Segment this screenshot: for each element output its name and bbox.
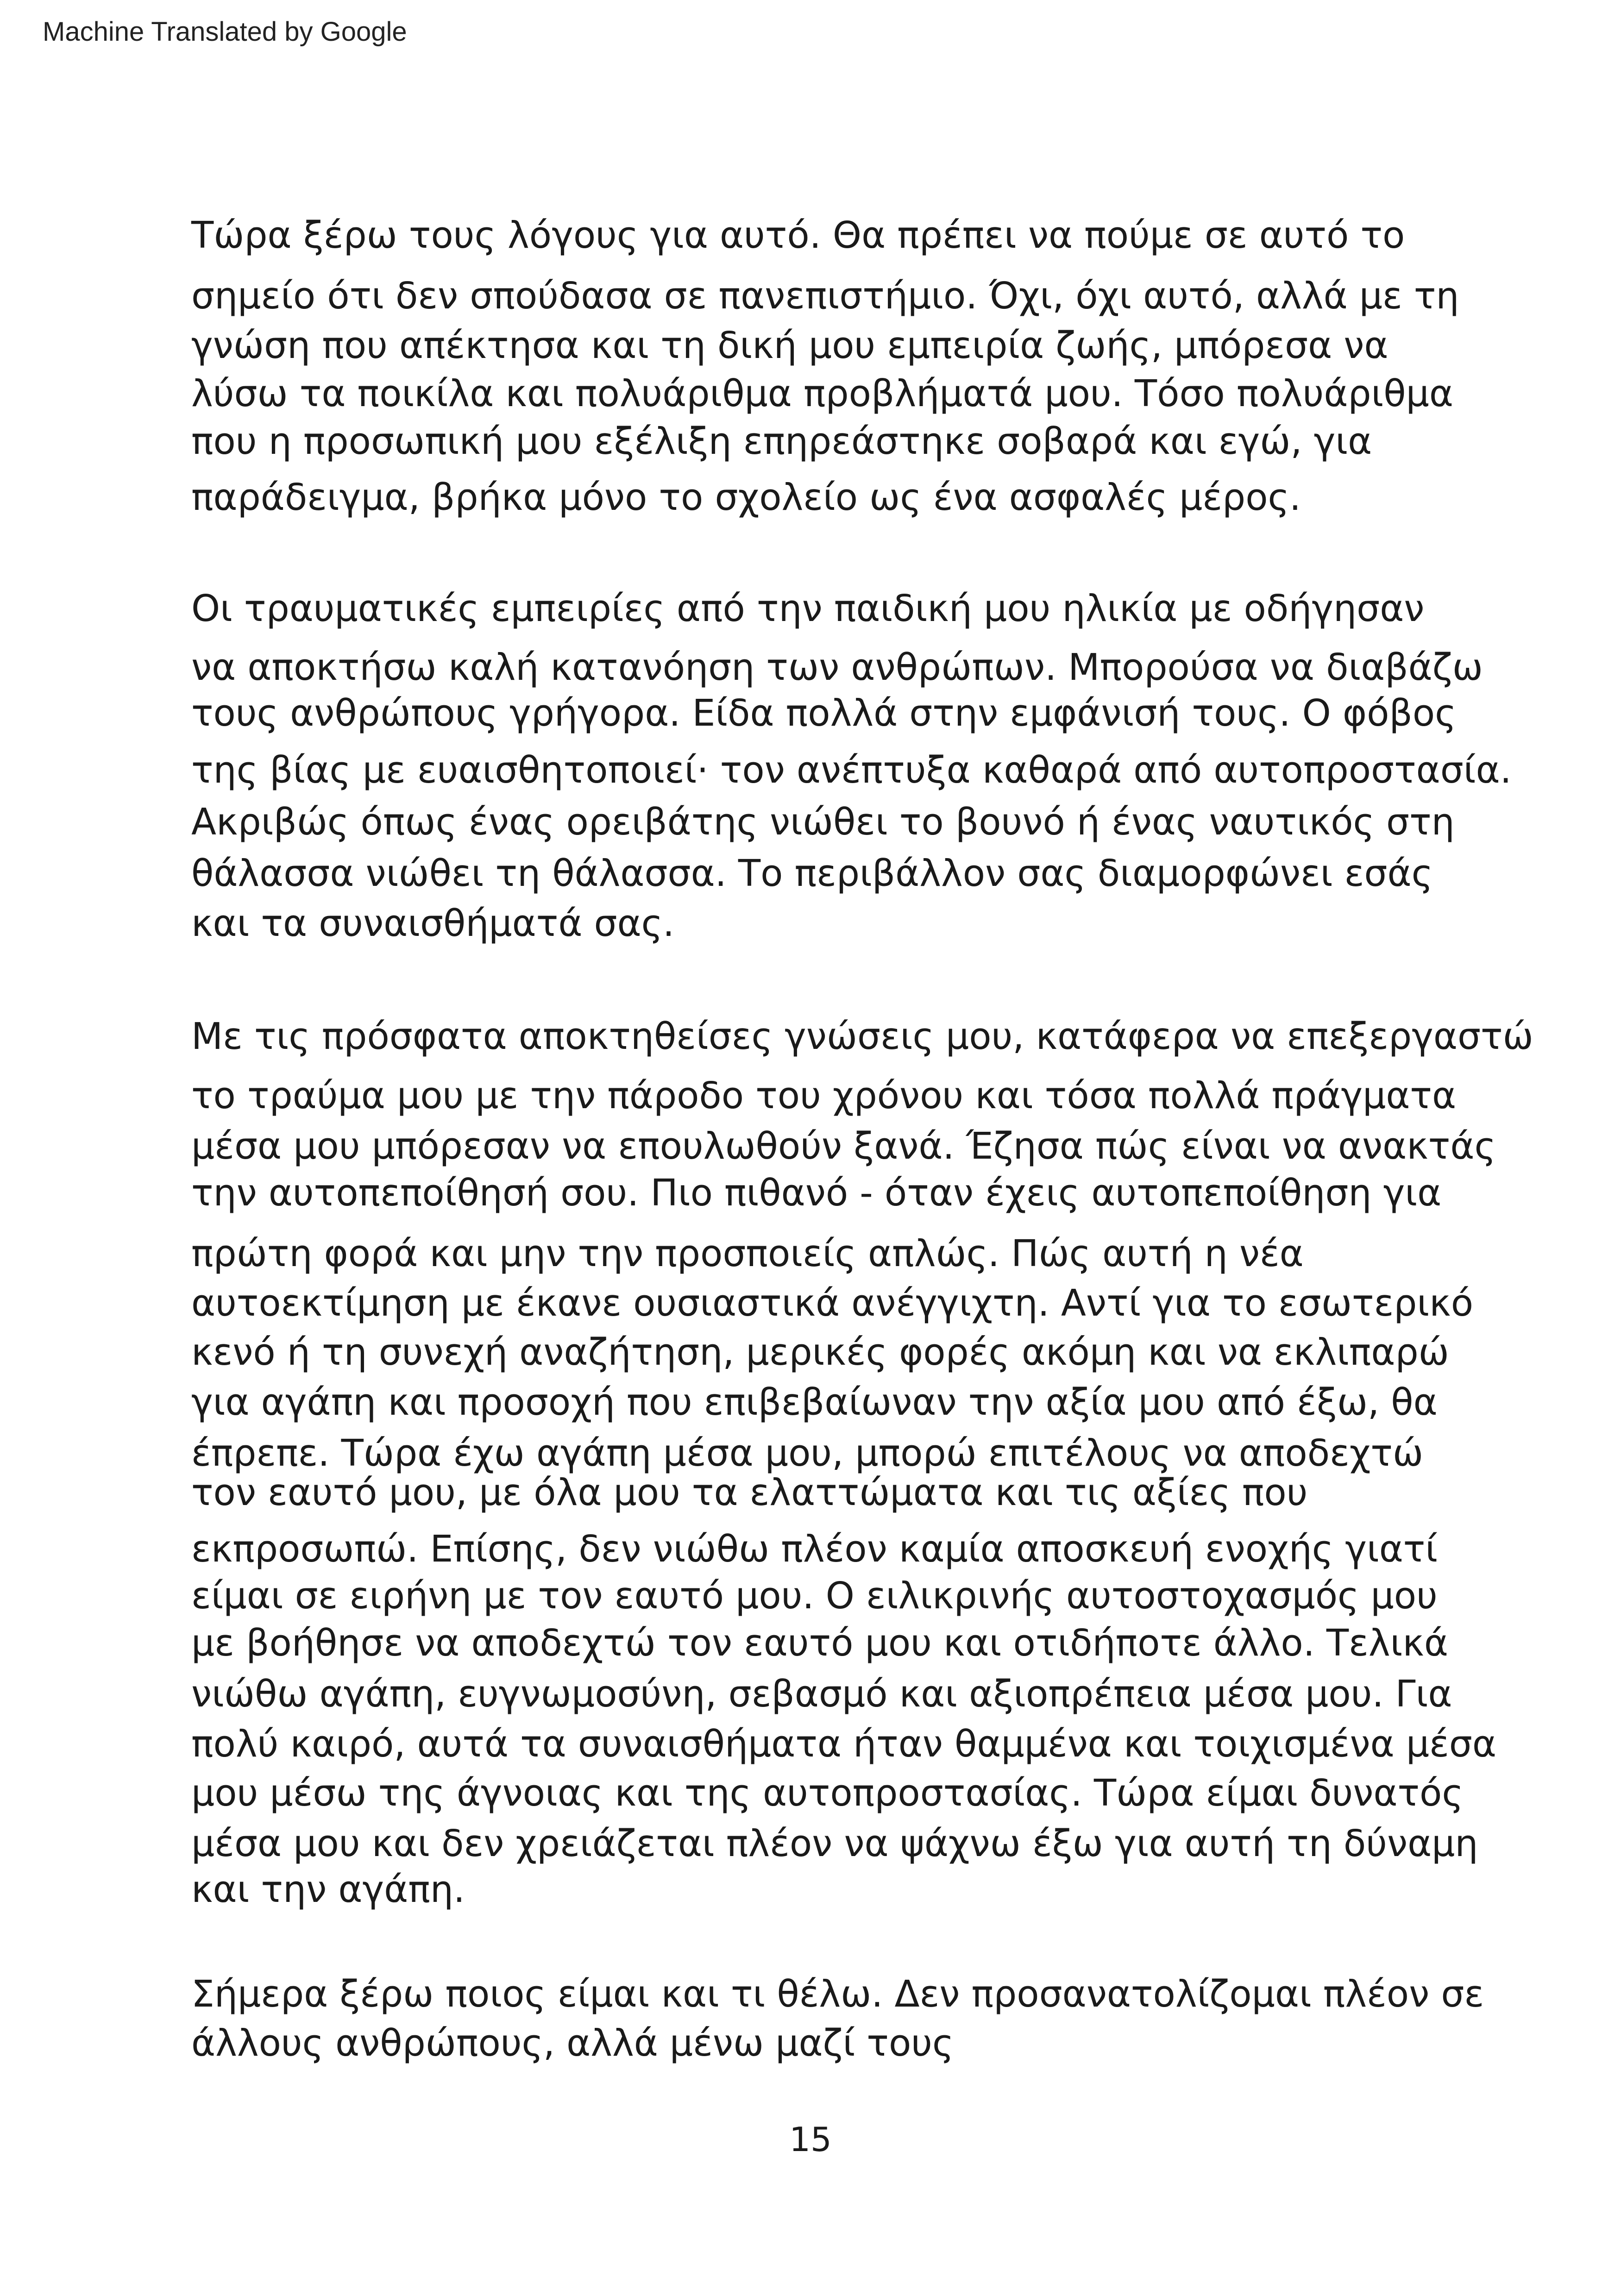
text-line: μέσα μου μπόρεσαν να επουλωθούν ξανά. Έζησα πώς είναι να ανακτάς [191, 1125, 1496, 1167]
text-line: παράδειγμα, βρήκα μόνο το σχολείο ως ένα ασφαλές μέρος. [191, 476, 1301, 519]
text-line: γνώση που απέκτησα και τη δική μου εμπειρία ζωής, μπόρεσα να [191, 324, 1389, 367]
text-line: για αγάπη και προσοχή που επιβεβαίωναν την αξία μου από έξω, θα [191, 1381, 1438, 1424]
text-line: το τραύμα μου με την πάροδο του χρόνου και τόσα πολλά πράγματα [191, 1074, 1457, 1117]
text-line: άλλους ανθρώπους, αλλά μένω μαζί τους [191, 2022, 954, 2064]
text-line: και τα συναισθήματά σας. [191, 902, 675, 945]
text-line: πρώτη φορά και μην την προσποιείς απλώς. Πώς αυτή η νέα [191, 1232, 1304, 1275]
text-line: Οι τραυματικές εμπειρίες από την παιδική μου ηλικία με οδήγησαν [191, 587, 1425, 630]
text-line: αυτοεκτίμηση με έκανε ουσιαστικά ανέγγιχτη. Αντί για το εσωτερικό [191, 1282, 1474, 1324]
text-line: θάλασσα νιώθει τη θάλασσα. Το περιβάλλον σας διαμορφώνει εσάς [191, 852, 1433, 895]
text-line: Τώρα ξέρω τους λόγους για αυτό. Θα πρέπει να πούμε σε αυτό το [191, 214, 1405, 257]
text-line: πολύ καιρό, αυτά τα συναισθήματα ήταν θαμμένα και τοιχισμένα μέσα [191, 1723, 1496, 1765]
text-line: έπρεπε. Τώρα έχω αγάπη μέσα μου, μπορώ επιτέλους να αποδεχτώ [191, 1432, 1424, 1474]
text-line: Ακριβώς όπως ένας ορειβάτης νιώθει το βουνό ή ένας ναυτικός στη [191, 801, 1455, 843]
text-line: είμαι σε ειρήνη με τον εαυτό μου. Ο ειλικρινής αυτοστοχασμός μου [191, 1575, 1438, 1617]
page-number: 15 [789, 2120, 832, 2159]
text-line: κενό ή τη συνεχή αναζήτηση, μερικές φορές ακόμη και να εκλιπαρώ [191, 1331, 1449, 1374]
text-line: εκπροσωπώ. Επίσης, δεν νιώθω πλέον καμία αποσκευή ενοχής γιατί [191, 1528, 1438, 1570]
text-line: με βοήθησε να αποδεχτώ τον εαυτό μου και οτιδήποτε άλλο. Τελικά [191, 1622, 1449, 1664]
text-line: μου μέσω της άγνοιας και της αυτοπροστασίας. Τώρα είμαι δυνατός [191, 1772, 1464, 1814]
text-line: της βίας με ευαισθητοποιεί· τον ανέπτυξα καθαρά από αυτοπροστασία. [191, 749, 1512, 791]
text-line: σημείο ότι δεν σπούδασα σε πανεπιστήμιο. Όχι, όχι αυτό, αλλά με τη [191, 275, 1459, 317]
text-line: και την αγάπη. [191, 1868, 465, 1911]
text-line: να αποκτήσω καλή κατανόηση των ανθρώπων. Μπορούσα να διαβάζω [191, 646, 1483, 689]
text-line: μέσα μου και δεν χρειάζεται πλέον να ψάχνω έξω για αυτή τη δύναμη [191, 1822, 1478, 1865]
machine-translation-note: Machine Translated by Google [43, 17, 407, 47]
text-line: που η προσωπική μου εξέλιξη επηρεάστηκε σοβαρά και εγώ, για [191, 420, 1372, 463]
text-line: λύσω τα ποικίλα και πολυάριθμα προβλήματά μου. Τόσο πολυάριθμα [191, 372, 1453, 415]
text-line: Με τις πρόσφατα αποκτηθείσες γνώσεις μου, κατάφερα να επεξεργαστώ [191, 1015, 1533, 1058]
text-line: τους ανθρώπους γρήγορα. Είδα πολλά στην εμφάνισή τους. Ο φόβος [191, 692, 1457, 734]
text-line: νιώθω αγάπη, ευγνωμοσύνη, σεβασμό και αξιοπρέπεια μέσα μου. Για [191, 1673, 1452, 1715]
text-line: τον εαυτό μου, με όλα μου τα ελαττώματα και τις αξίες που [191, 1471, 1308, 1514]
text-line: Σήμερα ξέρω ποιος είμαι και τι θέλω. Δεν προσανατολίζομαι πλέον σε [191, 1973, 1484, 2015]
text-line: την αυτοπεποίθησή σου. Πιο πιθανό - όταν έχεις αυτοπεποίθηση για [191, 1172, 1442, 1214]
